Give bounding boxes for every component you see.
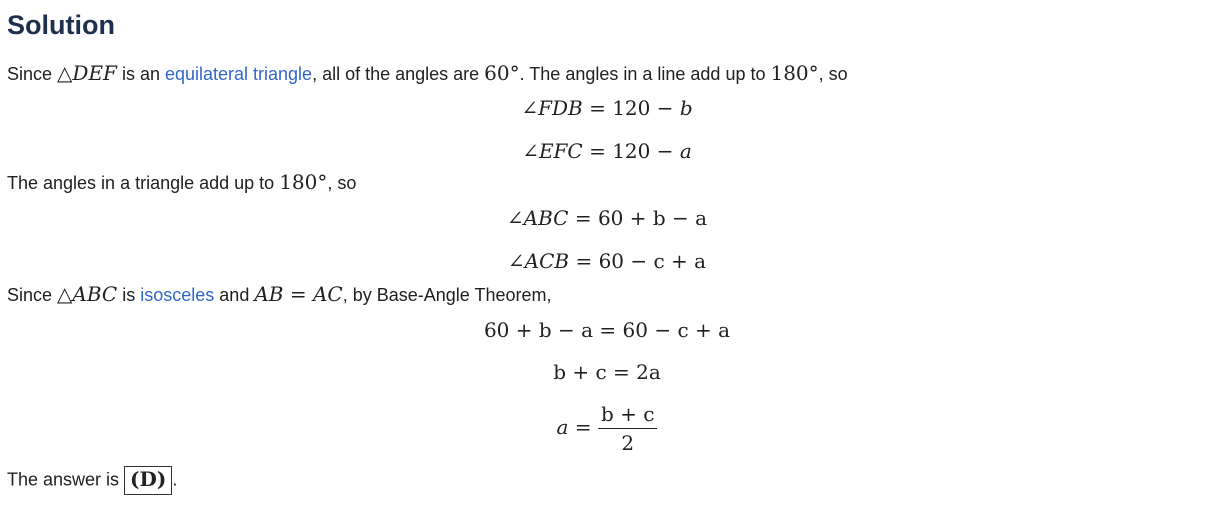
eq7-lhs: a =: [556, 415, 598, 439]
text-is: is: [117, 285, 141, 305]
equation-a-fraction: [0, 402, 1214, 455]
solution-heading: Solution: [7, 10, 115, 40]
triangle-name-abc: ABC: [72, 282, 118, 306]
equation-b-plus-c: b + c = 2a: [553, 360, 661, 384]
text-since-2: Since: [7, 285, 58, 305]
fraction-denominator: 2: [621, 431, 635, 455]
answer-box: (D): [124, 466, 172, 495]
answer-period: .: [172, 469, 178, 490]
equation-acb: [0, 249, 1214, 273]
eq3-rhs: = 60 + b − a: [568, 206, 708, 230]
paragraph-triangle-sum: [7, 171, 356, 194]
text-triangle-sum: The angles in a triangle add up to: [7, 173, 280, 193]
fraction: [598, 402, 657, 455]
paragraph-equilateral: [7, 62, 848, 85]
eq2-var: a: [679, 139, 692, 163]
line-sum-180: 180°: [770, 61, 819, 85]
eq3-lhs: ∠ABC: [506, 206, 569, 230]
equilateral-triangle-link[interactable]: equilateral triangle: [164, 64, 313, 84]
text-and: and: [214, 285, 255, 305]
text-so: , so: [818, 64, 848, 84]
eq1-lhs: ∠FDB: [521, 96, 583, 120]
eq1-var: b: [679, 96, 693, 120]
text-is-an: is an: [116, 64, 165, 84]
text-answer-is: The answer is: [7, 469, 125, 490]
paragraph-isosceles: [7, 283, 551, 306]
isosceles-link[interactable]: isosceles: [140, 285, 215, 305]
text-angles-line: . The angles in a line add up to: [519, 64, 771, 84]
triangle-sum-180: 180°: [279, 170, 328, 194]
angle-value-60: 60°: [484, 61, 520, 85]
text-since: Since: [7, 64, 58, 84]
equation-efc: [0, 139, 1214, 163]
text-so-2: , so: [327, 173, 357, 193]
text-base-angle-theorem: , by Base-Angle Theorem,: [342, 285, 552, 305]
equation-abc: [0, 206, 1214, 230]
eq4-lhs: ∠ACB: [507, 249, 570, 273]
eq2-rhs: = 120 −: [582, 139, 680, 163]
eq4-rhs: = 60 − c + a: [569, 249, 707, 273]
ab-equals-ac: AB = AC: [254, 282, 343, 306]
answer-line: [7, 466, 177, 495]
text-all-angles: , all of the angles are: [312, 64, 485, 84]
equation-fdb: [0, 96, 1214, 120]
equation-combined: 60 + b − a = 60 − c + a: [483, 318, 731, 342]
eq1-rhs: = 120 −: [582, 96, 680, 120]
triangle-symbol: △: [57, 61, 73, 85]
triangle-name-def: DEF: [72, 61, 117, 85]
fraction-numerator: b + c: [598, 402, 657, 429]
eq2-lhs: ∠EFC: [522, 139, 583, 163]
triangle-symbol-2: △: [57, 282, 73, 306]
